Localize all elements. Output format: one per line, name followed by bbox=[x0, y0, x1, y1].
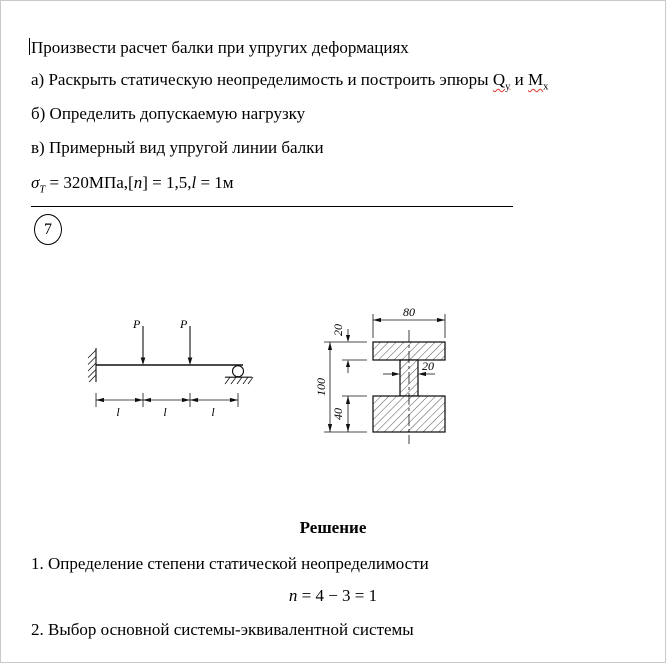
shear-force-base: Q bbox=[492, 70, 506, 89]
divider-line bbox=[31, 206, 513, 207]
problem-intro: Произвести расчет балки при упругих деформациях bbox=[31, 38, 409, 57]
cross-section-diagram bbox=[304, 294, 474, 472]
length-value: = 1м bbox=[196, 173, 234, 192]
solution-step1-formula bbox=[1, 586, 665, 606]
solution-heading: Решение bbox=[299, 518, 367, 537]
sigma-subscript: Т bbox=[39, 184, 46, 196]
solution-step2: 2. Выбор основной системы-эквивалентной системы bbox=[31, 620, 414, 639]
span-label-1: l bbox=[116, 405, 120, 419]
total-height-dimension bbox=[314, 342, 332, 432]
total-height-label: 100 bbox=[314, 378, 328, 396]
force-arrow-1 bbox=[132, 317, 145, 365]
item-a-text: а) Раскрыть статическую неопределимость и построить эпюры bbox=[31, 70, 493, 89]
bottom-height-label: 40 bbox=[331, 408, 345, 420]
fixed-support bbox=[88, 348, 96, 382]
shear-force-subscript: y bbox=[505, 81, 511, 93]
bending-moment-base: M bbox=[527, 70, 544, 89]
force-label-2: P bbox=[180, 317, 188, 331]
dof-symbol: n bbox=[288, 586, 298, 605]
force-arrow-2 bbox=[179, 317, 192, 365]
length-symbol: l bbox=[191, 173, 197, 192]
task-number-badge bbox=[34, 214, 62, 245]
item-a-conjunction: и bbox=[510, 70, 528, 89]
bending-moment-symbol bbox=[527, 70, 549, 93]
solution-step1: 1. Определение степени статической неопределимости bbox=[31, 554, 429, 573]
roller-support bbox=[225, 366, 253, 384]
span-label-3: l bbox=[211, 405, 215, 419]
bottom-height-dimension bbox=[331, 396, 350, 432]
problem-item-a bbox=[31, 70, 548, 92]
flange-thickness-dimension bbox=[331, 324, 350, 373]
bending-moment-subscript: x bbox=[543, 81, 549, 93]
beam-diagram bbox=[71, 312, 271, 430]
force-label-1: P bbox=[133, 317, 141, 331]
dof-equation: = 4 − 3 = 1 bbox=[297, 586, 378, 605]
given-data-formula bbox=[31, 173, 234, 195]
section-shape bbox=[373, 330, 445, 444]
flange-width-label: 80 bbox=[403, 305, 415, 319]
span-dimension-lines bbox=[96, 393, 238, 419]
bracket-open: [ bbox=[128, 173, 134, 192]
safety-factor-symbol: n bbox=[133, 173, 143, 192]
yield-stress-value: = 320МПа, bbox=[45, 173, 129, 192]
text-cursor bbox=[29, 38, 30, 55]
task-number: 7 bbox=[44, 220, 52, 238]
sigma-symbol: σ bbox=[31, 173, 40, 192]
safety-factor-value: = 1,5, bbox=[147, 173, 192, 192]
shear-force-symbol bbox=[492, 70, 511, 93]
flange-thickness-label: 20 bbox=[331, 324, 345, 336]
span-label-2: l bbox=[163, 405, 167, 419]
bracket-close: ] bbox=[142, 173, 148, 192]
web-thickness-label: 20 bbox=[422, 359, 434, 373]
problem-item-b: б) Определить допускаемую нагрузку bbox=[31, 104, 306, 123]
flange-width-dimension bbox=[373, 305, 445, 322]
problem-item-c: в) Примерный вид упругой линии балки bbox=[31, 138, 324, 157]
